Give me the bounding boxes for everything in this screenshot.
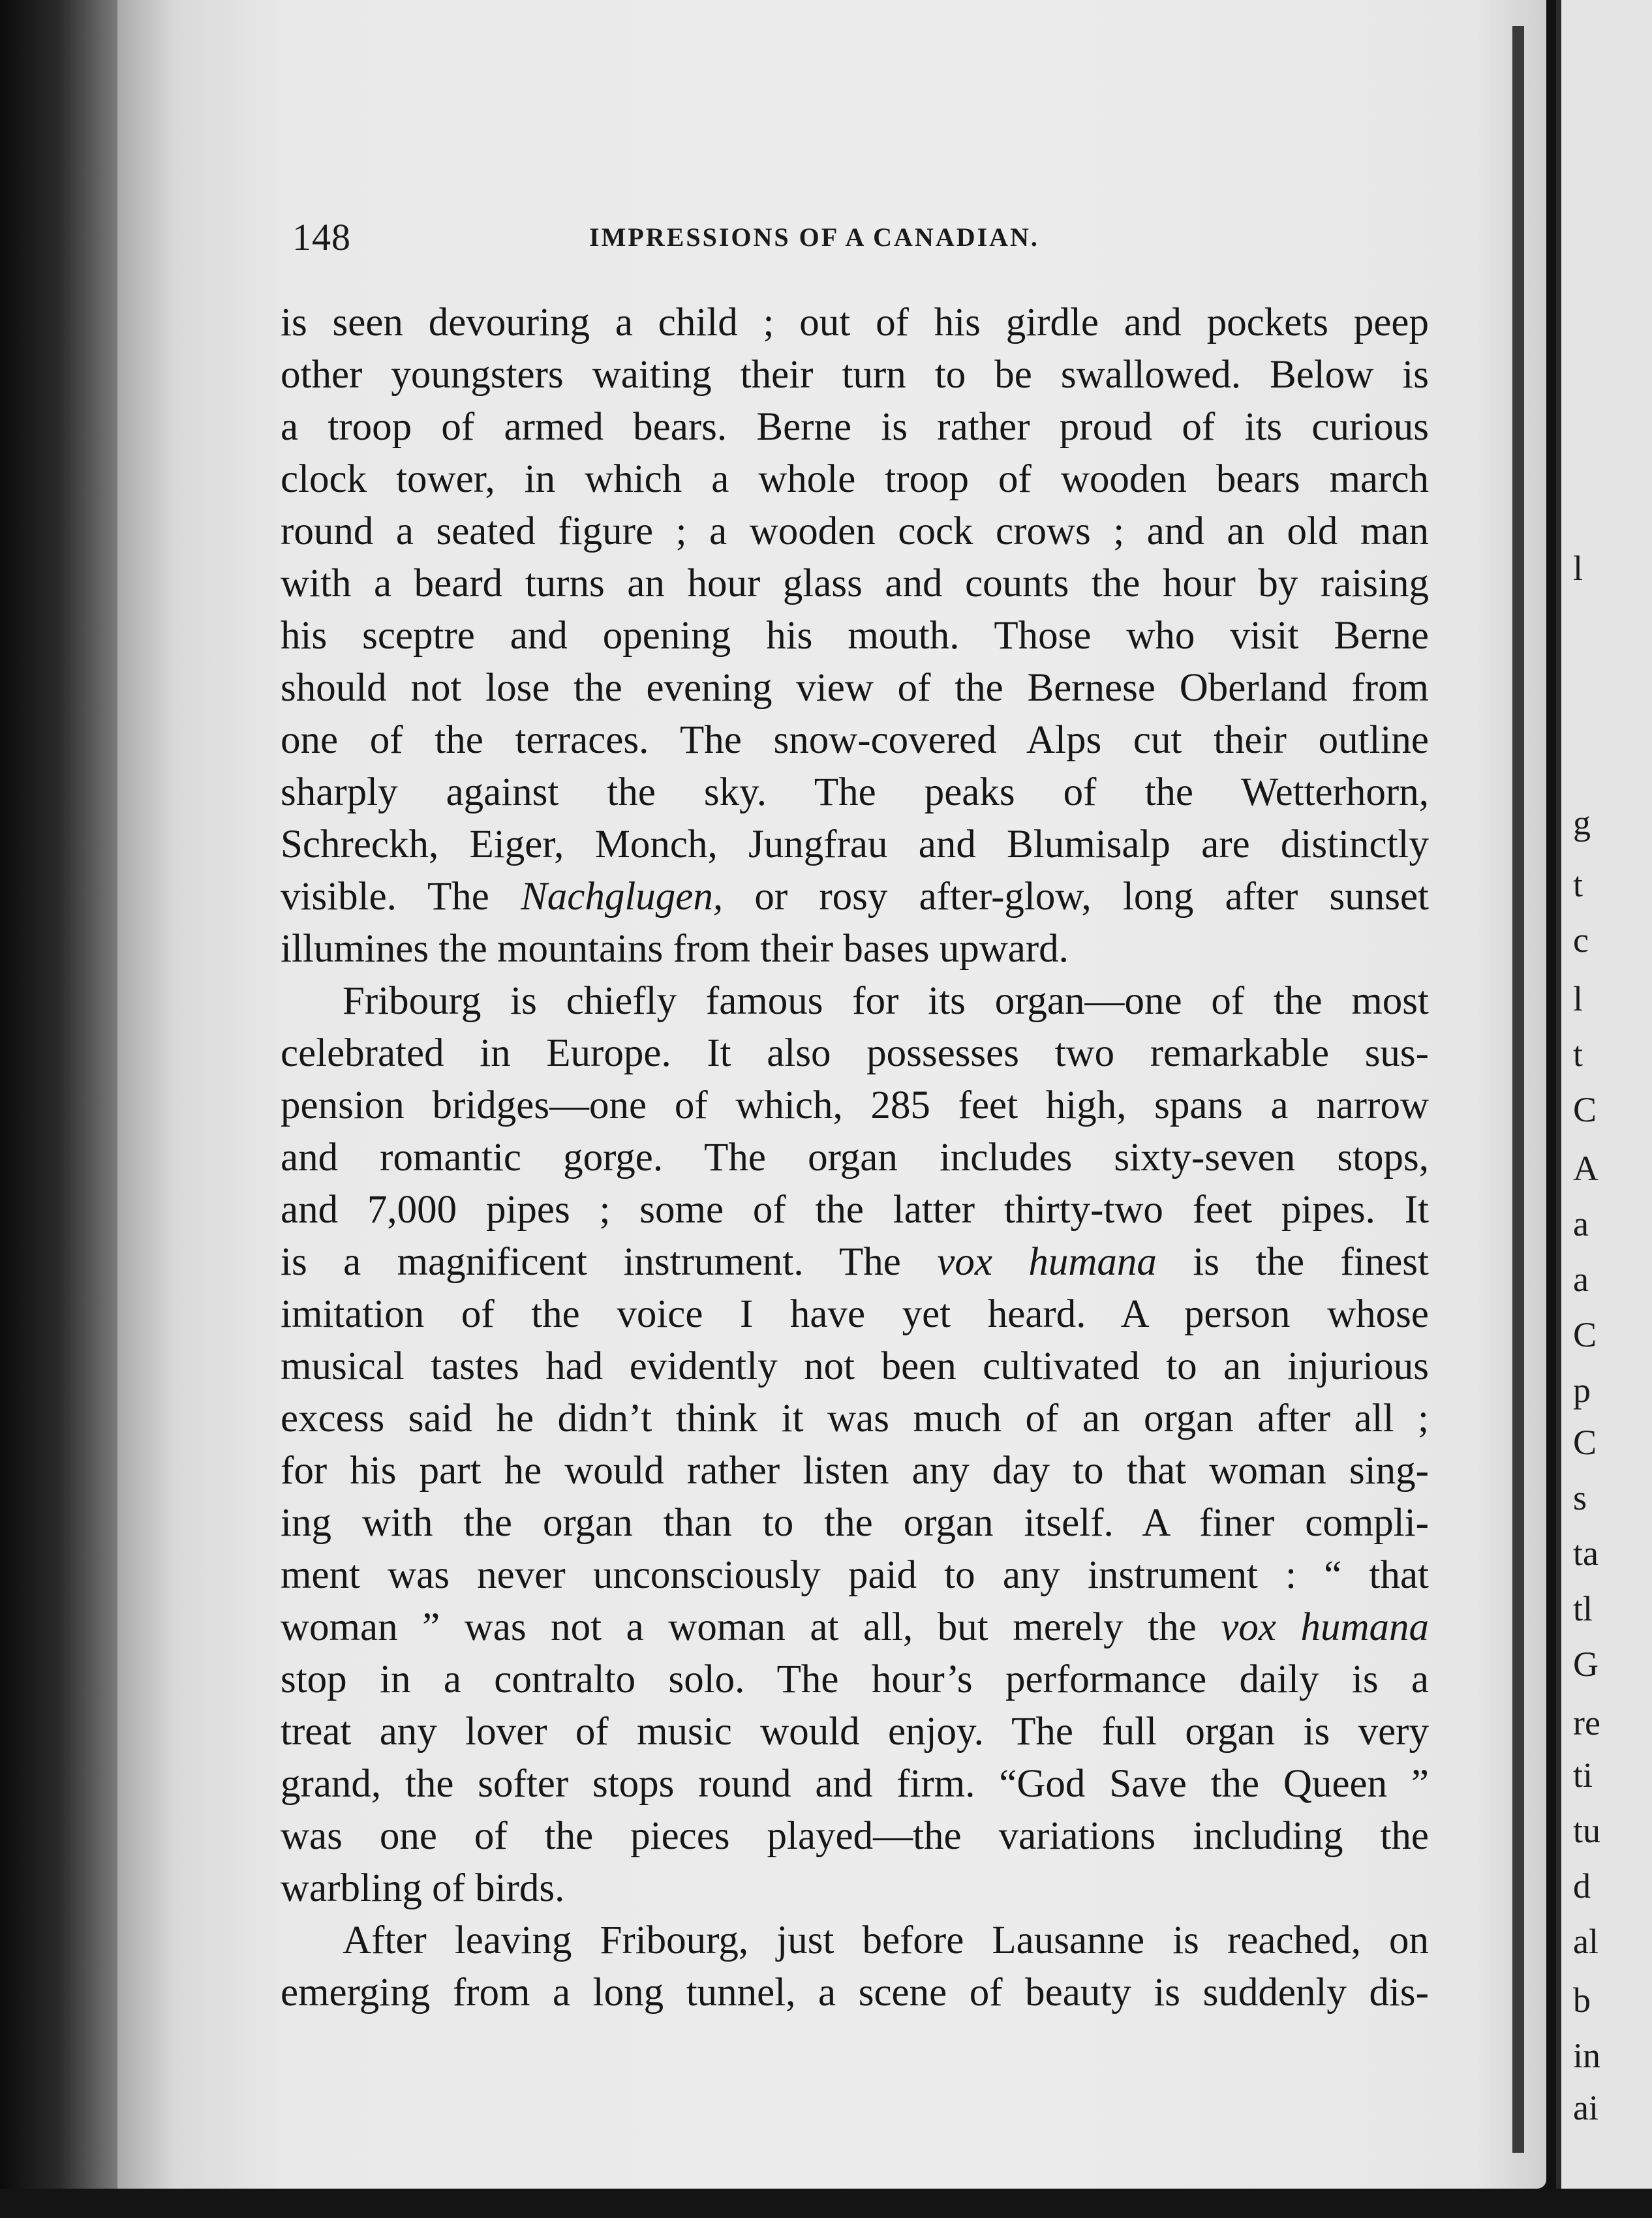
italic-term: vox humana bbox=[1221, 1605, 1430, 1649]
page-gutter bbox=[1512, 26, 1524, 2153]
facing-page-fragment: l bbox=[1573, 549, 1583, 588]
facing-page-fragment: c bbox=[1573, 920, 1589, 960]
text-line: should not lose the evening view of the Bernese Oberland from bbox=[281, 666, 1429, 710]
text-line: excess said he didn’t think it was much of an organ after all ; bbox=[281, 1397, 1429, 1440]
facing-page-fragment: p bbox=[1573, 1371, 1591, 1410]
text-segment: visible. The bbox=[281, 875, 521, 919]
text-line: sharply against the sky. The peaks of the Wetterhorn, bbox=[281, 770, 1429, 814]
text-line bbox=[281, 1602, 1429, 1654]
text-line: Fribourg is chiefly famous for its organ—one of the most bbox=[343, 979, 1429, 1023]
text-line: musical tastes had evidently not been cultivated to an injurious bbox=[281, 1344, 1429, 1388]
text-line: a troop of armed bears. Berne is rather proud of its curious bbox=[281, 405, 1429, 449]
text-line: imitation of the voice I have yet heard. A person whose bbox=[281, 1292, 1429, 1336]
facing-page-fragment: C bbox=[1573, 1315, 1597, 1354]
text-segment: is the finest bbox=[1156, 1240, 1429, 1284]
facing-page-fragment: d bbox=[1573, 1866, 1591, 1906]
facing-page-fragment: C bbox=[1573, 1090, 1597, 1129]
facing-page-fragment: a bbox=[1573, 1260, 1589, 1299]
text-line: is seen devouring a child ; out of his girdle and pockets peep bbox=[281, 301, 1429, 344]
text-line: stop in a contralto solo. The hour’s performance daily is a bbox=[281, 1658, 1429, 1701]
facing-page-fragment: al bbox=[1573, 1922, 1598, 1961]
page-number: 148 bbox=[292, 216, 351, 258]
text-line bbox=[281, 871, 1429, 923]
page-header bbox=[292, 215, 1140, 267]
text-line: round a seated figure ; a wooden cock crows ; and an old man bbox=[281, 509, 1429, 553]
text-line: and 7,000 pipes ; some of the latter thirty-two feet pipes. It bbox=[281, 1188, 1429, 1232]
facing-page-fragment: A bbox=[1573, 1149, 1598, 1188]
facing-page-edge bbox=[1556, 0, 1652, 2218]
text-line: was one of the pieces played—the variations including the bbox=[281, 1814, 1429, 1858]
text-line: ing with the organ than to the organ itself. A finer compli- bbox=[281, 1501, 1429, 1545]
text-line: pension bridges—one of which, 285 feet high, spans a narrow bbox=[281, 1084, 1429, 1127]
text-segment: is a magnificent instrument. The bbox=[281, 1240, 938, 1284]
text-line: his sceptre and opening his mouth. Those who visit Berne bbox=[281, 614, 1429, 658]
text-line: grand, the softer stops round and firm. “God Save the Queen ” bbox=[281, 1762, 1429, 1806]
text-line: clock tower, in which a whole troop of wooden bears march bbox=[281, 457, 1429, 501]
facing-page-fragment: ti bbox=[1573, 1755, 1593, 1795]
text-line: After leaving Fribourg, just before Lausanne is reached, on bbox=[343, 1919, 1429, 1962]
text-segment: or rosy after-glow, long after sunset bbox=[723, 875, 1429, 919]
facing-page-fragment: tl bbox=[1573, 1589, 1593, 1628]
text-line: emerging from a long tunnel, a scene of beauty is suddenly dis- bbox=[281, 1971, 1429, 2014]
text-line: other youngsters waiting their turn to be swallowed. Below is bbox=[281, 353, 1429, 397]
facing-page-fragment: a bbox=[1573, 1204, 1589, 1243]
facing-page-fragment: tu bbox=[1573, 1811, 1601, 1850]
text-line bbox=[281, 1236, 1429, 1288]
facing-page-fragment: s bbox=[1573, 1478, 1587, 1517]
text-line: ment was never unconsciously paid to any instrument : “ that bbox=[281, 1553, 1429, 1597]
text-line: one of the terraces. The snow-covered Alps cut their outline bbox=[281, 718, 1429, 762]
italic-term: Nachglugen, bbox=[521, 875, 724, 919]
scan-border bbox=[0, 2189, 1652, 2218]
text-line: warbling of birds. bbox=[281, 1866, 565, 1910]
facing-page-fragment: ai bbox=[1573, 2088, 1598, 2127]
text-line: illumines the mountains from their bases upward. bbox=[281, 927, 1069, 971]
facing-page-fragment: C bbox=[1573, 1423, 1597, 1462]
text-line: Schreckh, Eiger, Monch, Jungfrau and Blumisalp are distinctly bbox=[281, 823, 1429, 866]
facing-page-fragment: in bbox=[1573, 2036, 1601, 2075]
running-head: IMPRESSIONS OF A CANADIAN. bbox=[589, 222, 1039, 252]
text-line: celebrated in Europe. It also possesses two remarkable sus- bbox=[281, 1031, 1429, 1075]
facing-page-fragment: G bbox=[1573, 1645, 1598, 1684]
book-spine bbox=[0, 0, 130, 2218]
facing-page-fragment: re bbox=[1573, 1703, 1600, 1742]
facing-page-fragment: t bbox=[1573, 1035, 1583, 1074]
text-line: treat any lover of music would enjoy. The full organ is very bbox=[281, 1710, 1429, 1754]
text-line: and romantic gorge. The organ includes sixty-seven stops, bbox=[281, 1136, 1429, 1179]
text-segment: woman ” was not a woman at all, but merely the bbox=[281, 1605, 1221, 1649]
facing-page-fragment: l bbox=[1573, 979, 1583, 1018]
facing-page-fragment: t bbox=[1573, 865, 1583, 904]
facing-page-fragment: g bbox=[1573, 803, 1591, 842]
facing-page-fragment: ta bbox=[1573, 1534, 1598, 1573]
italic-term: vox humana bbox=[937, 1240, 1157, 1284]
text-line: with a beard turns an hour glass and counts the hour by raising bbox=[281, 562, 1429, 605]
facing-page-fragment: b bbox=[1573, 1981, 1591, 2020]
text-line: for his part he would rather listen any day to that woman sing- bbox=[281, 1449, 1429, 1493]
body-text bbox=[281, 297, 1429, 2019]
